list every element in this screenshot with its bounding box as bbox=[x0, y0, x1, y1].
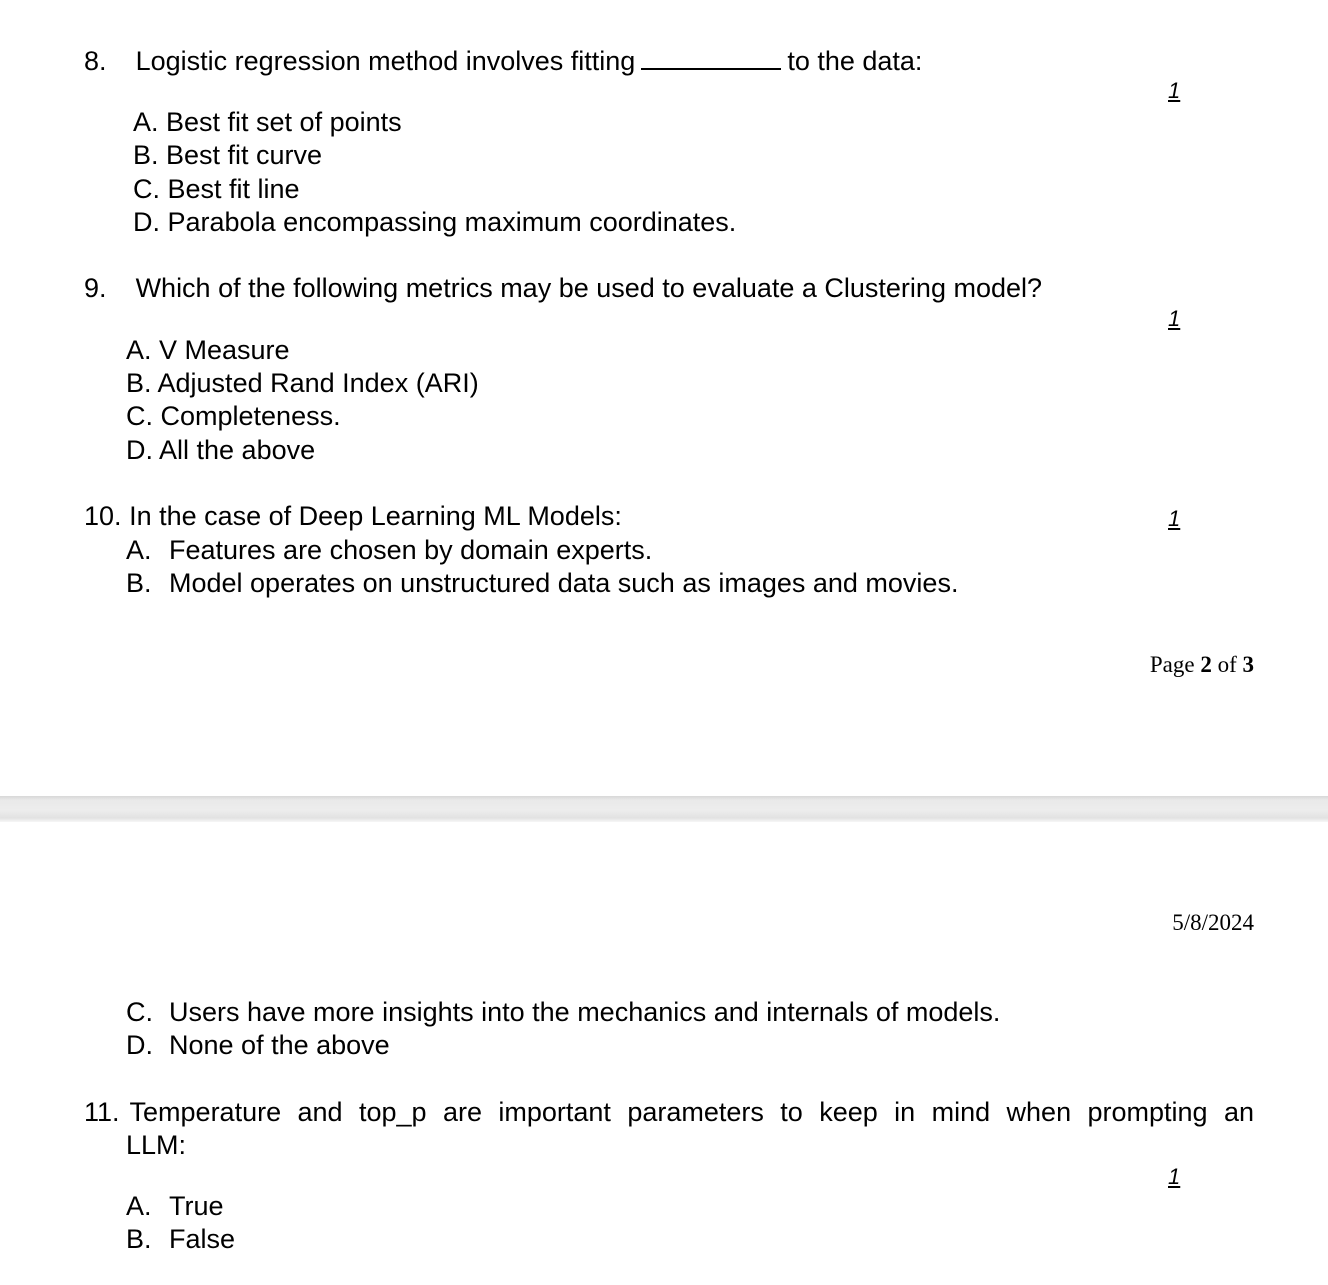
question-10-option-c bbox=[126, 996, 1000, 1028]
question-11-line-2: LLM: bbox=[126, 1130, 187, 1160]
page-break-divider bbox=[0, 796, 1328, 822]
question-10-option-b bbox=[126, 567, 958, 599]
option-text: None of the above bbox=[169, 1030, 390, 1060]
question-9-option-c: C. Completeness. bbox=[126, 401, 341, 431]
question-11-line-1 bbox=[84, 1096, 1254, 1129]
question-8-option-c: C. Best fit line bbox=[133, 174, 300, 204]
option-letter: A. bbox=[126, 1191, 152, 1221]
option-text: Users have more insights into the mechanics and internals of models. bbox=[169, 997, 1001, 1027]
question-9-stem bbox=[84, 272, 1042, 304]
question-10-stem bbox=[84, 500, 622, 532]
option-text: Model operates on unstructured data such as images and movies. bbox=[169, 568, 959, 598]
question-9-option-a: A. V Measure bbox=[126, 335, 290, 365]
question-8-stem bbox=[84, 45, 922, 77]
page-word: Page bbox=[1149, 652, 1195, 677]
question-text: Logistic regression method involves fitting bbox=[135, 46, 636, 76]
question-8-points: 1 bbox=[1168, 78, 1181, 103]
page-current: 2 bbox=[1200, 652, 1212, 677]
question-10-points: 1 bbox=[1168, 506, 1181, 531]
question-text: Which of the following metrics may be used to evaluate a Clustering model? bbox=[135, 273, 1043, 303]
option-letter: C. bbox=[126, 997, 153, 1027]
question-8-option-a: A. Best fit set of points bbox=[133, 107, 402, 137]
question-number: 10. bbox=[84, 501, 122, 531]
question-text: In the case of Deep Learning ML Models: bbox=[129, 501, 622, 531]
question-10-option-d bbox=[126, 1029, 390, 1061]
option-text: False bbox=[169, 1224, 236, 1254]
question-11-option-b bbox=[126, 1223, 235, 1255]
question-text: Temperature and top_p are important parameters to keep in mind when prompting an bbox=[129, 1097, 1254, 1127]
page-number-footer bbox=[1150, 651, 1254, 679]
option-letter: A. bbox=[126, 535, 152, 565]
question-11-points: 1 bbox=[1168, 1164, 1181, 1189]
question-number: 9. bbox=[84, 273, 107, 303]
header-date: 5/8/2024 bbox=[1172, 910, 1254, 935]
question-11-option-a bbox=[126, 1190, 224, 1222]
page-of: of bbox=[1217, 652, 1237, 677]
question-number: 8. bbox=[84, 46, 107, 76]
option-text: Features are chosen by domain experts. bbox=[169, 535, 653, 565]
option-letter: B. bbox=[126, 568, 152, 598]
question-8-option-d: D. Parabola encompassing maximum coordinates. bbox=[133, 207, 737, 237]
question-text-continued: to the data: bbox=[787, 46, 923, 76]
option-letter: B. bbox=[126, 1224, 152, 1254]
page-total: 3 bbox=[1242, 652, 1254, 677]
question-9-option-d: D. All the above bbox=[126, 435, 316, 465]
question-8-option-b: B. Best fit curve bbox=[133, 140, 323, 170]
question-number: 11. bbox=[84, 1097, 120, 1127]
option-letter: D. bbox=[126, 1030, 153, 1060]
answer-blank bbox=[641, 67, 781, 70]
question-9-points: 1 bbox=[1168, 306, 1181, 331]
question-11-stem bbox=[84, 1096, 1254, 1162]
question-10-option-a bbox=[126, 534, 652, 566]
option-text: True bbox=[169, 1191, 224, 1221]
question-9-option-b: B. Adjusted Rand Index (ARI) bbox=[126, 368, 479, 398]
